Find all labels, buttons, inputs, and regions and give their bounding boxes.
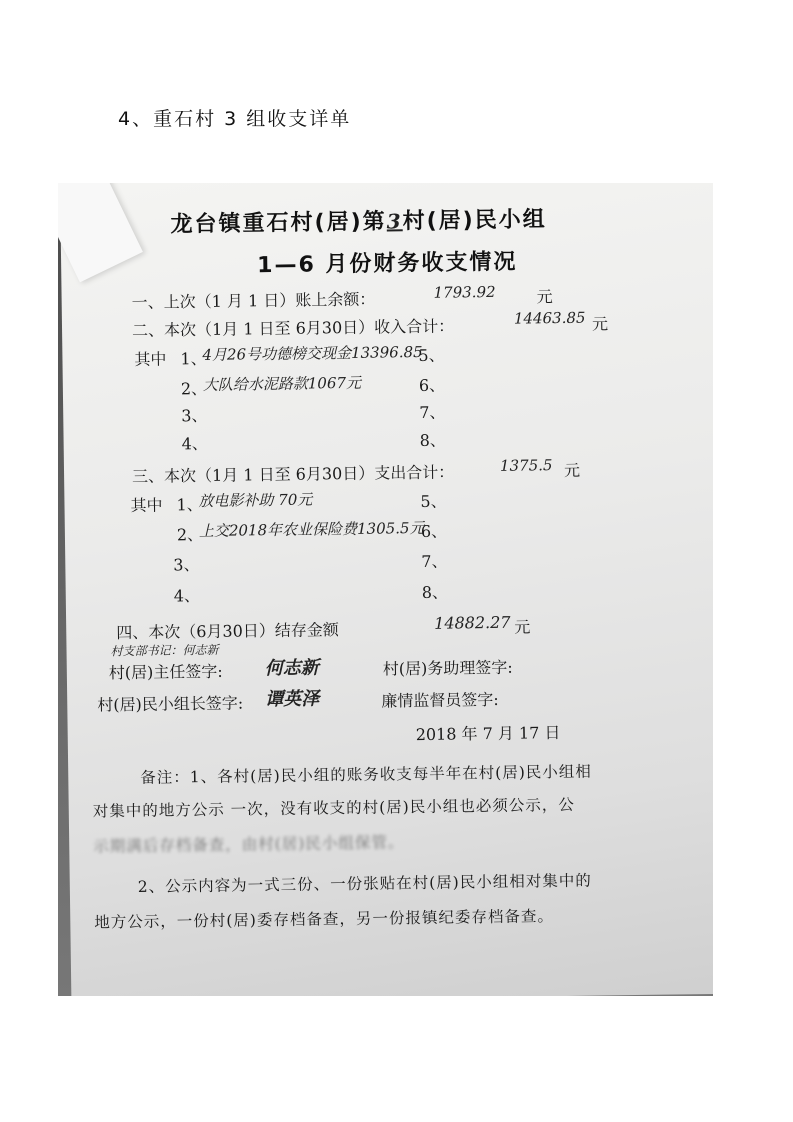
expense-item-7-num: 7、 xyxy=(421,551,448,571)
income-item-1: 4月26号功德榜交现金13396.85 xyxy=(202,342,423,365)
expense-item-6-num: 6、 xyxy=(420,521,448,541)
closing-balance-label: 四、本次（6月30日）结存金额 xyxy=(116,620,339,643)
document-photo xyxy=(58,183,713,996)
expense-item-2-num: 2、 xyxy=(176,525,204,545)
income-item-5-num: 5、 xyxy=(418,345,445,366)
note-2-line-b: 地方公示，一份村(居)委存档备查，另一份报镇纪委存档备查。 xyxy=(94,907,555,932)
balance-prev-unit: 元 xyxy=(536,287,553,307)
income-item-1-num: 1、 xyxy=(180,348,207,369)
expense-item-8-num: 8、 xyxy=(421,582,449,602)
expense-prefix: 其中 xyxy=(130,495,163,516)
assistant-sign-label: 村(居)务助理签字: xyxy=(382,657,513,679)
doc-title-line2: 1—6 月份财务收支情况 xyxy=(257,249,518,279)
income-item-2: 大队给水泥路款1067元 xyxy=(202,373,362,395)
note-2-line-a: 2、公示内容为一式三份、一份张贴在村(居)民小组相对集中的 xyxy=(137,871,592,896)
paper-fold xyxy=(58,183,143,282)
closing-balance-unit: 元 xyxy=(514,617,531,637)
balance-prev-value: 1793.92 xyxy=(433,282,496,302)
expense-total-label: 三、本次（1月 1 日至 6月30日）支出合计： xyxy=(131,462,455,487)
balance-prev-label: 一、上次（1 月 1 日）账上余额： xyxy=(131,289,376,313)
leader-signature: 谭英泽 xyxy=(265,688,320,711)
leader-sign-label: 村(居)民小组长签字: xyxy=(97,693,244,715)
paper-sheet xyxy=(60,183,713,996)
sign-date: 2018 年 7 月 17 日 xyxy=(415,723,561,745)
closing-balance-value: 14882.27 xyxy=(434,612,511,633)
expense-total-unit: 元 xyxy=(563,460,581,480)
income-item-3-num: 3、 xyxy=(181,405,208,426)
supervisor-sign-label: 廉情监督员签字: xyxy=(381,689,499,711)
income-item-4-num: 4、 xyxy=(181,433,208,454)
income-item-7-num: 7、 xyxy=(419,402,446,423)
expense-item-2: 上交2018年农业保险费1305.5元 xyxy=(198,518,425,541)
income-item-2-num: 2、 xyxy=(180,378,208,399)
expense-item-1-num: 1、 xyxy=(176,495,203,515)
note-1-line-b: 对集中的地方公示 一次，没有收支的村(居)民小组也必须公示，公 xyxy=(92,795,575,821)
expense-item-3-num: 3、 xyxy=(173,555,200,575)
expense-item-1: 放电影补助 70元 xyxy=(198,490,313,511)
income-item-8-num: 8、 xyxy=(419,430,446,451)
expense-item-4-num: 4、 xyxy=(173,586,201,606)
page-heading: 4、重石村 3 组收支详单 xyxy=(118,108,352,130)
note-1-line-c: 示期满后存档备查，由村(居)民小组保管。 xyxy=(93,833,405,856)
expense-item-5-num: 5、 xyxy=(420,491,447,511)
expense-total-value: 1375.5 xyxy=(499,456,553,475)
income-total-value: 14463.85 xyxy=(513,308,586,328)
title-group-number: 3 xyxy=(386,209,403,234)
director-signature: 何志新 xyxy=(264,657,319,680)
closing-balance-note: 村支部书记：何志新 xyxy=(110,642,219,659)
income-item-6-num: 6、 xyxy=(418,375,446,396)
director-sign-label: 村(居)主任签字: xyxy=(108,661,223,683)
income-total-unit: 元 xyxy=(591,314,609,334)
income-total-label: 二、本次（1月 1 日至 6月30日）收入合计： xyxy=(131,316,455,341)
income-prefix: 其中 xyxy=(134,349,167,369)
note-1-line-a: 备注：1、各村(居)民小组的账务收支每半年在村(居)民小组相 xyxy=(140,762,592,787)
doc-title-line1 xyxy=(170,202,547,238)
title-prefix: 龙台镇重石村(居)第 xyxy=(170,209,387,238)
title-suffix: 村(居)民小组 xyxy=(402,207,547,235)
